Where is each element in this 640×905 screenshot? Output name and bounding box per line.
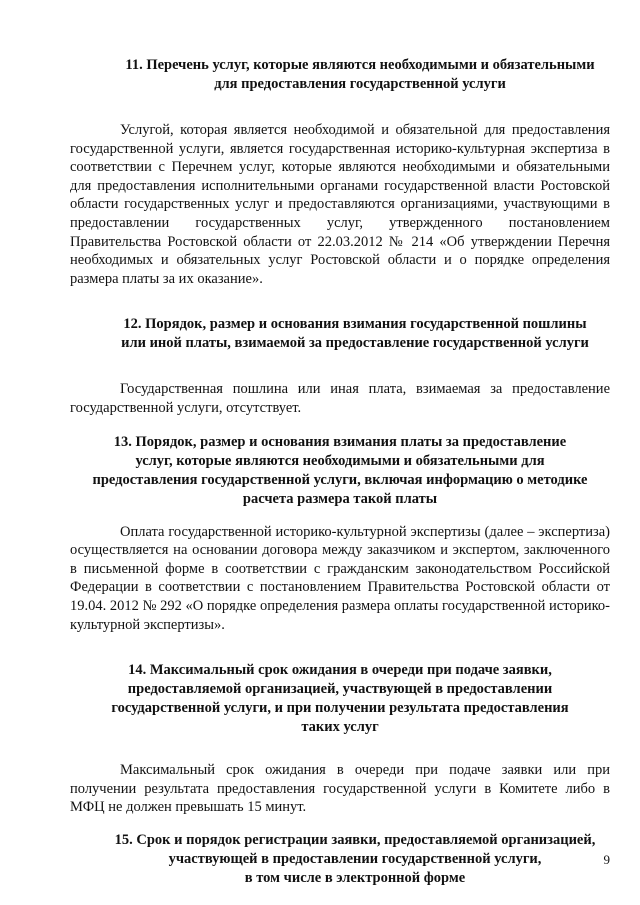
section-14-heading [70,661,610,737]
section-12-text: Государственная пошлина или иная плата, взимаемая за предоставление государственной услуги, отсутствует. [70,381,610,416]
heading-line: предоставления государственной услуги, включая информацию о методике [92,471,588,488]
section-13-text: Оплата государственной историко-культурной экспертизы (далее – экспертиза) осуществляется на основании договора между заказчиком и экспертом, заключенного в письменной форме в соответствии с гражданским законодательством Российской Федерации в соответствии с постановлением Правительства Ростовской области от 19.04. 2012 № 292 «О порядке определения размера оплаты государственной историко-культурной экспертизы». [70,523,610,633]
section-15-heading [70,831,610,888]
section-11-heading [70,56,610,94]
heading-line: для предоставления государственной услуги [214,76,506,92]
heading-line: 14. Максимальный срок ожидания в очереди при подаче заявки, [128,662,552,679]
section-12-heading [70,315,610,353]
heading-line: услуг, которые являются необходимыми и обязательными для [135,452,545,469]
heading-line: 11. Перечень услуг, которые являются необходимыми и обязательными [125,57,595,73]
heading-line: в том числе в электронной форме [244,869,466,886]
section-13-heading [70,433,610,509]
heading-line: участвующей в предоставлении государственной услуги, [168,850,542,867]
heading-line: 12. Порядок, размер и основания взимания государственной пошлины [123,316,587,333]
heading-line: таких услуг [301,719,379,736]
heading-line: предоставляемой организацией, участвующей в предоставлении [127,681,553,698]
page-number: 9 [603,852,610,867]
section-11-text: Услугой, которая является необходимой и обязательной для предоставления государственной услуги, является государственная историко-культурная экспертиза в соответствии с Перечнем услуг, которые являются необходимыми и обязательными для предоставления исполнительными органами государственной власти Ростовской области государственных услуг и предоставляются организациями, участвующими в предоставлении государственных услуг, утвержденного постановлением Правительства Ростовской области от 22.03.2012 № 214 «Об утверждении Перечня необходимых и обязательных услуг Ростовской области и о порядке определения размера платы за их оказание». [70,122,610,287]
heading-line: или иной платы, взимаемой за предоставление государственной услуги [121,335,589,352]
heading-line: 15. Срок и порядок регистрации заявки, предоставляемой организацией, [114,831,596,848]
document-page [70,56,610,888]
heading-line: расчета размера такой платы [242,490,438,507]
heading-line: государственной услуги, и при получении результата предоставления [111,700,569,717]
heading-line: 13. Порядок, размер и основания взимания платы за предоставление [113,433,567,450]
section-14-text: Максимальный срок ожидания в очереди при подаче заявки или при получении результата предоставления государственной услуги в Комитете либо в МФЦ не должен превышать 15 минут. [70,762,610,816]
